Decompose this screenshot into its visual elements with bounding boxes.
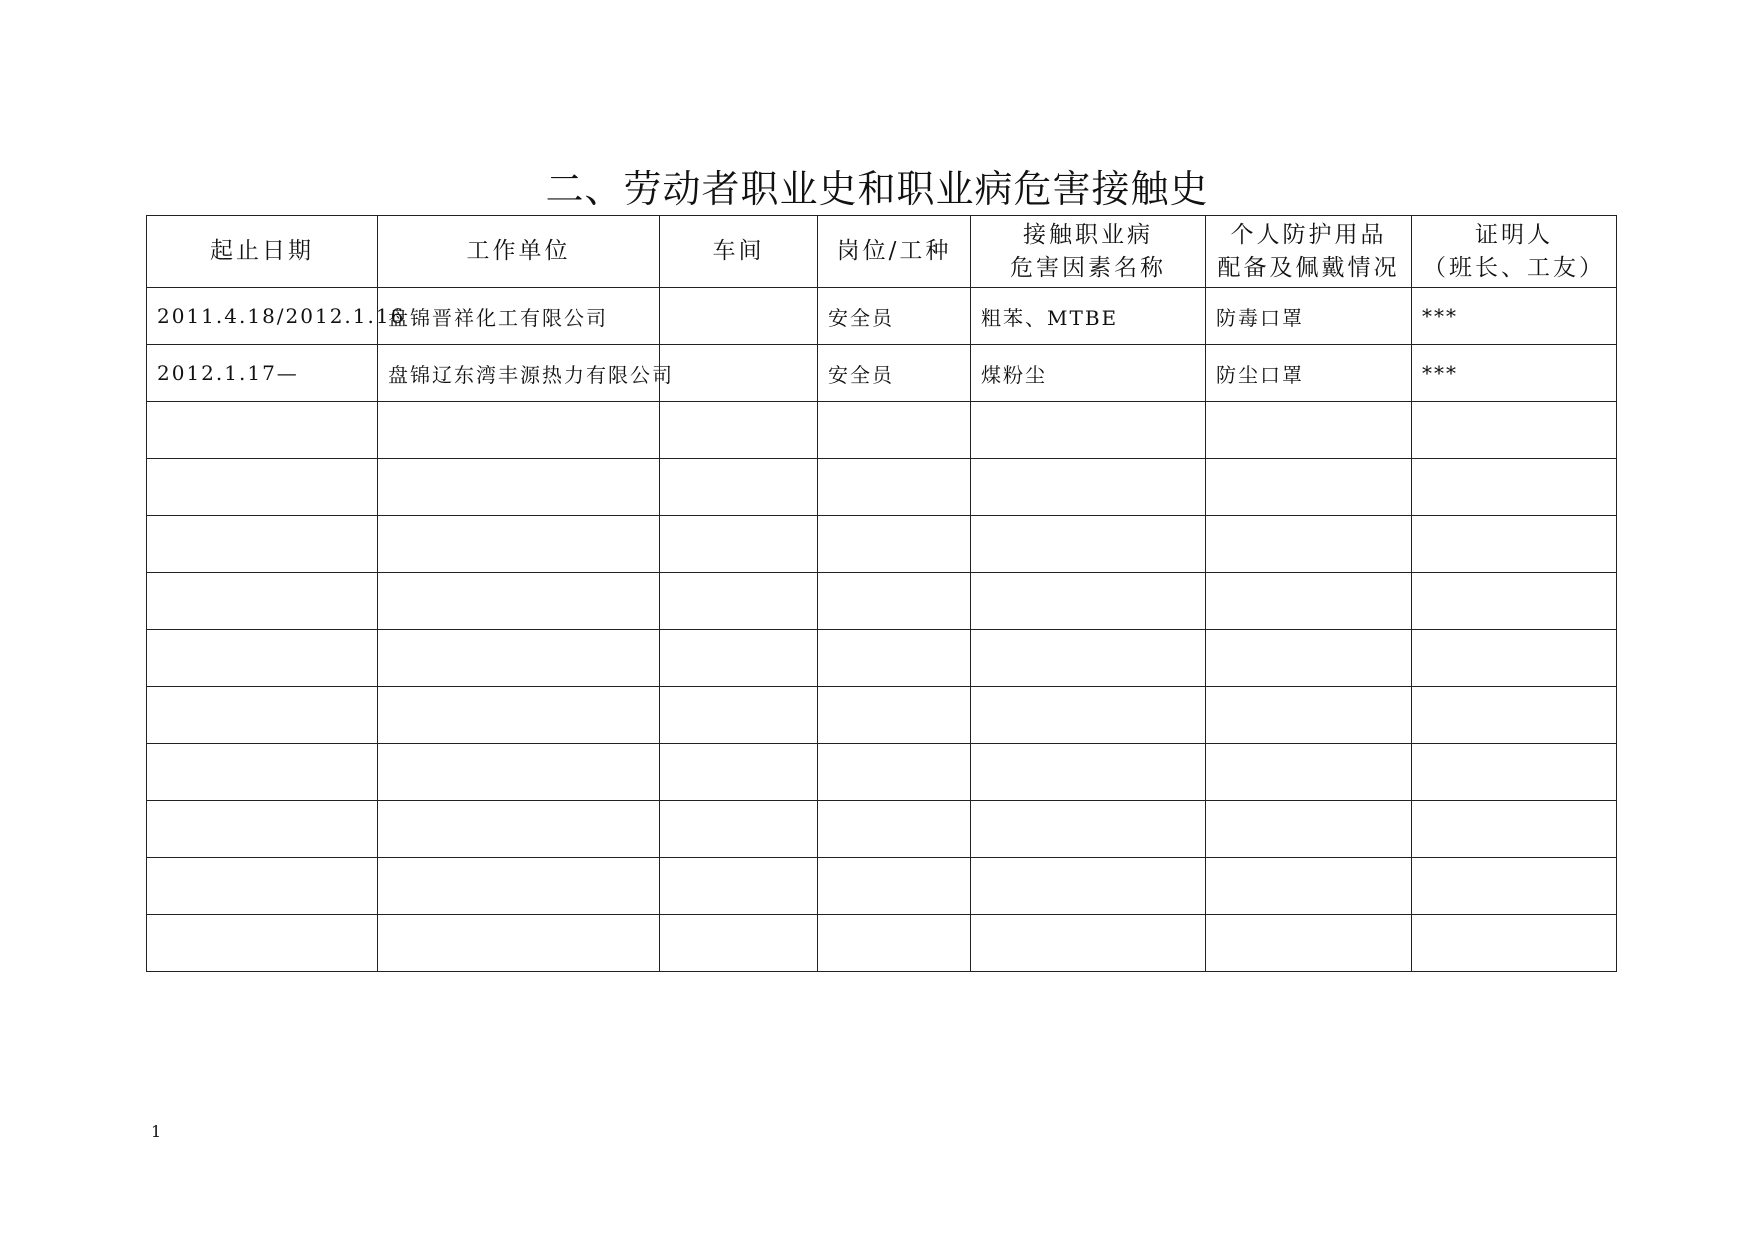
table-row <box>147 573 1617 630</box>
table-row <box>147 402 1617 459</box>
cell-workshop <box>660 630 818 687</box>
cell-workshop <box>660 345 818 402</box>
cell-position: 安全员 <box>818 288 971 345</box>
cell-date-range <box>147 402 378 459</box>
table-header-row <box>147 216 1617 288</box>
cell-hazard-factors <box>971 687 1206 744</box>
cell-protective-equipment <box>1206 630 1412 687</box>
cell-position <box>818 744 971 801</box>
cell-employer <box>378 744 660 801</box>
table-row <box>147 687 1617 744</box>
cell-hazard-factors <box>971 573 1206 630</box>
cell-position <box>818 915 971 972</box>
table-row <box>147 630 1617 687</box>
cell-witness <box>1412 801 1617 858</box>
cell-protective-equipment: 防毒口罩 <box>1206 288 1412 345</box>
cell-employer <box>378 459 660 516</box>
table-row <box>147 516 1617 573</box>
cell-protective-equipment <box>1206 687 1412 744</box>
cell-witness <box>1412 516 1617 573</box>
cell-date-range <box>147 516 378 573</box>
cell-witness <box>1412 858 1617 915</box>
header-witness: 证明人 （班长、工友） <box>1412 216 1617 288</box>
cell-witness <box>1412 744 1617 801</box>
cell-employer <box>378 801 660 858</box>
cell-position <box>818 573 971 630</box>
cell-protective-equipment <box>1206 915 1412 972</box>
cell-workshop <box>660 402 818 459</box>
cell-protective-equipment <box>1206 744 1412 801</box>
cell-hazard-factors: 煤粉尘 <box>971 345 1206 402</box>
cell-position <box>818 630 971 687</box>
table-row <box>147 858 1617 915</box>
table-row <box>147 459 1617 516</box>
cell-employer <box>378 573 660 630</box>
cell-hazard-factors <box>971 402 1206 459</box>
cell-witness: *** <box>1412 288 1617 345</box>
occupational-history-table <box>146 215 1617 972</box>
table-row <box>147 915 1617 972</box>
cell-workshop <box>660 459 818 516</box>
cell-hazard-factors <box>971 801 1206 858</box>
cell-employer: 盘锦辽东湾丰源热力有限公司 <box>378 345 660 402</box>
cell-date-range <box>147 573 378 630</box>
cell-workshop <box>660 516 818 573</box>
cell-date-range: 2011.4.18/2012.1.16 <box>147 288 378 345</box>
table-row <box>147 801 1617 858</box>
cell-hazard-factors <box>971 459 1206 516</box>
header-date-range: 起止日期 <box>147 216 378 288</box>
cell-workshop <box>660 744 818 801</box>
cell-protective-equipment <box>1206 801 1412 858</box>
cell-date-range: 2012.1.17— <box>147 345 378 402</box>
header-hazard-factors: 接触职业病 危害因素名称 <box>971 216 1206 288</box>
header-protective-equipment: 个人防护用品 配备及佩戴情况 <box>1206 216 1412 288</box>
cell-witness <box>1412 915 1617 972</box>
cell-employer <box>378 402 660 459</box>
table-row <box>147 744 1617 801</box>
table-row <box>147 345 1617 402</box>
cell-date-range <box>147 687 378 744</box>
cell-protective-equipment <box>1206 858 1412 915</box>
cell-date-range <box>147 801 378 858</box>
cell-hazard-factors <box>971 915 1206 972</box>
cell-position <box>818 459 971 516</box>
cell-workshop <box>660 288 818 345</box>
header-workshop: 车间 <box>660 216 818 288</box>
cell-protective-equipment: 防尘口罩 <box>1206 345 1412 402</box>
header-position: 岗位/工种 <box>818 216 971 288</box>
cell-date-range <box>147 459 378 516</box>
cell-workshop <box>660 687 818 744</box>
cell-protective-equipment <box>1206 459 1412 516</box>
cell-workshop <box>660 573 818 630</box>
cell-witness <box>1412 402 1617 459</box>
cell-date-range <box>147 630 378 687</box>
cell-employer <box>378 915 660 972</box>
cell-employer: 盘锦晋祥化工有限公司 <box>378 288 660 345</box>
cell-workshop <box>660 915 818 972</box>
cell-position <box>818 801 971 858</box>
page-title: 二、劳动者职业史和职业病危害接触史 <box>545 167 1209 211</box>
cell-workshop <box>660 801 818 858</box>
cell-protective-equipment <box>1206 402 1412 459</box>
cell-position: 安全员 <box>818 345 971 402</box>
cell-hazard-factors <box>971 516 1206 573</box>
cell-hazard-factors <box>971 858 1206 915</box>
cell-witness <box>1412 459 1617 516</box>
header-employer: 工作单位 <box>378 216 660 288</box>
cell-hazard-factors: 粗苯、MTBE <box>971 288 1206 345</box>
cell-position <box>818 687 971 744</box>
table-row <box>147 288 1617 345</box>
cell-hazard-factors <box>971 630 1206 687</box>
cell-witness: *** <box>1412 345 1617 402</box>
cell-witness <box>1412 573 1617 630</box>
page-number: 1 <box>151 1122 162 1141</box>
cell-employer <box>378 630 660 687</box>
cell-protective-equipment <box>1206 573 1412 630</box>
cell-date-range <box>147 858 378 915</box>
cell-witness <box>1412 630 1617 687</box>
cell-date-range <box>147 915 378 972</box>
cell-employer <box>378 516 660 573</box>
cell-date-range <box>147 744 378 801</box>
cell-position <box>818 402 971 459</box>
cell-employer <box>378 687 660 744</box>
table-body <box>147 288 1617 972</box>
cell-hazard-factors <box>971 744 1206 801</box>
cell-workshop <box>660 858 818 915</box>
cell-position <box>818 516 971 573</box>
cell-employer <box>378 858 660 915</box>
cell-position <box>818 858 971 915</box>
cell-witness <box>1412 687 1617 744</box>
cell-protective-equipment <box>1206 516 1412 573</box>
